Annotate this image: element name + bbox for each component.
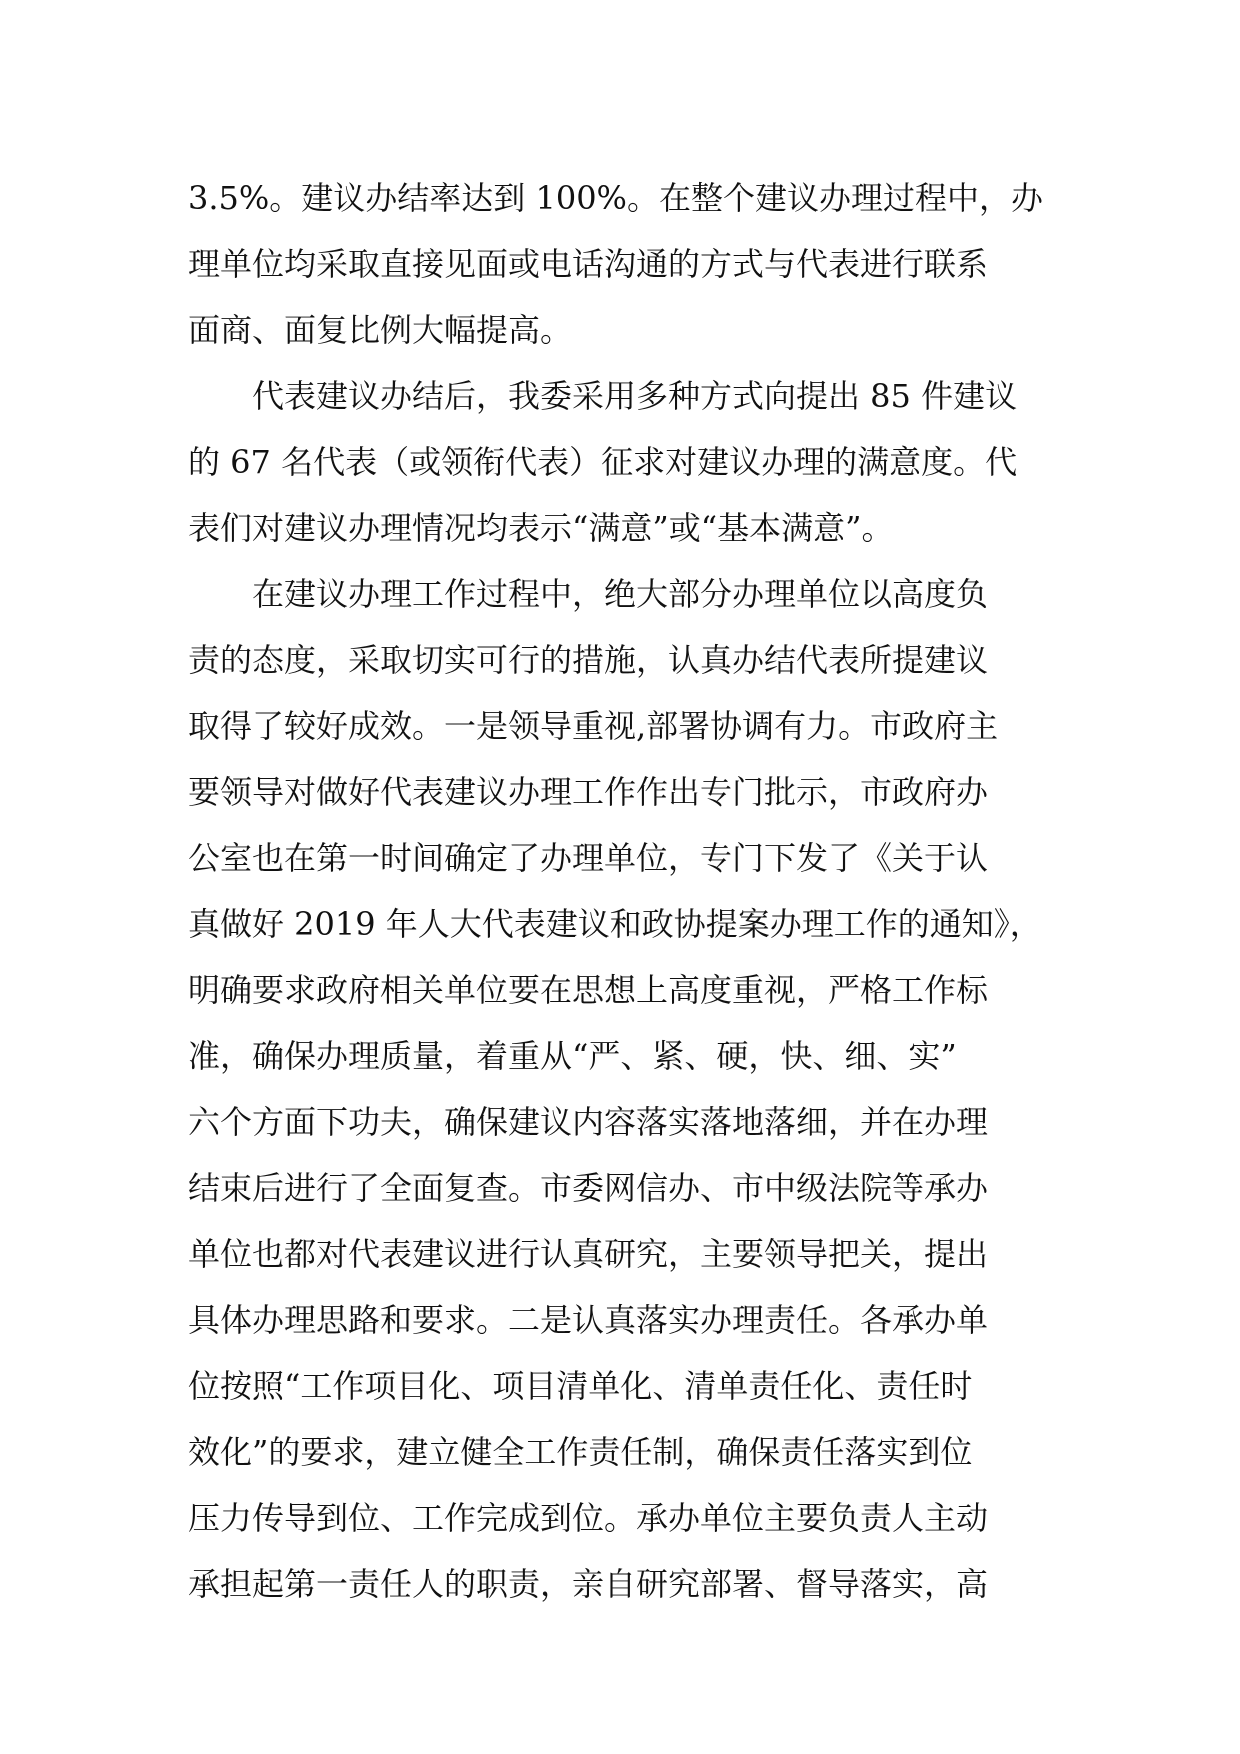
text-line: 表们对建议办理情况均表示“满意”或“基本满意”。: [188, 509, 894, 547]
text-line: 承担起第一责任人的职责，亲自研究部署、督导落实，高: [188, 1565, 989, 1603]
paragraph: [188, 165, 1068, 363]
text-line: 具体办理思路和要求。二是认真落实办理责任。各承办单: [188, 1301, 989, 1339]
text-line: 真做好 2019 年人大代表建议和政协提案办理工作的通知》，: [188, 905, 1042, 943]
text-line: 六个方面下功夫，确保建议内容落实落地落细，并在办理: [188, 1103, 989, 1141]
text-line: 位按照“工作项目化、项目清单化、清单责任化、责任时: [188, 1367, 973, 1405]
text-line: 明确要求政府相关单位要在思想上高度重视，严格工作标: [188, 971, 989, 1009]
text-line: 准，确保办理质量，着重从“严、紧、硬，快、细、实”: [188, 1037, 957, 1075]
document-body: [188, 165, 1068, 1683]
text-line: 压力传导到位、工作完成到位。承办单位主要负责人主动: [188, 1499, 989, 1537]
paragraph: [188, 363, 1068, 561]
paragraph: [188, 561, 1068, 1683]
text-line: 要领导对做好代表建议办理工作作出专门批示，市政府办: [188, 773, 989, 811]
text-line: 面商、面复比例大幅提高。: [188, 311, 573, 349]
text-line: 理单位均采取直接见面或电话沟通的方式与代表进行联系: [188, 245, 989, 283]
text-line: 代表建议办结后，我委采用多种方式向提出 85 件建议: [252, 377, 1018, 415]
text-line: 取得了较好成效。一是领导重视,部署协调有力。市政府主: [188, 707, 999, 745]
text-line: 责的态度，采取切实可行的措施，认真办结代表所提建议: [188, 641, 989, 679]
text-line: 结束后进行了全面复查。市委网信办、市中级法院等承办: [188, 1169, 989, 1207]
text-line: [188, 1617, 1068, 1683]
text-line: 在建议办理工作过程中，绝大部分办理单位以高度负: [252, 575, 989, 613]
text-line: 效化”的要求，建立健全工作责任制，确保责任落实到位: [188, 1433, 973, 1471]
text-line: 3.5%。建议办结率达到 100%。在整个建议办理过程中，办: [188, 179, 1043, 217]
text-line: 公室也在第一时间确定了办理单位，专门下发了《关于认: [188, 839, 989, 877]
text-line: 的 67 名代表（或领衔代表）征求对建议办理的满意度。代: [188, 443, 1018, 481]
text-line: 单位也都对代表建议进行认真研究，主要领导把关，提出: [188, 1235, 989, 1273]
